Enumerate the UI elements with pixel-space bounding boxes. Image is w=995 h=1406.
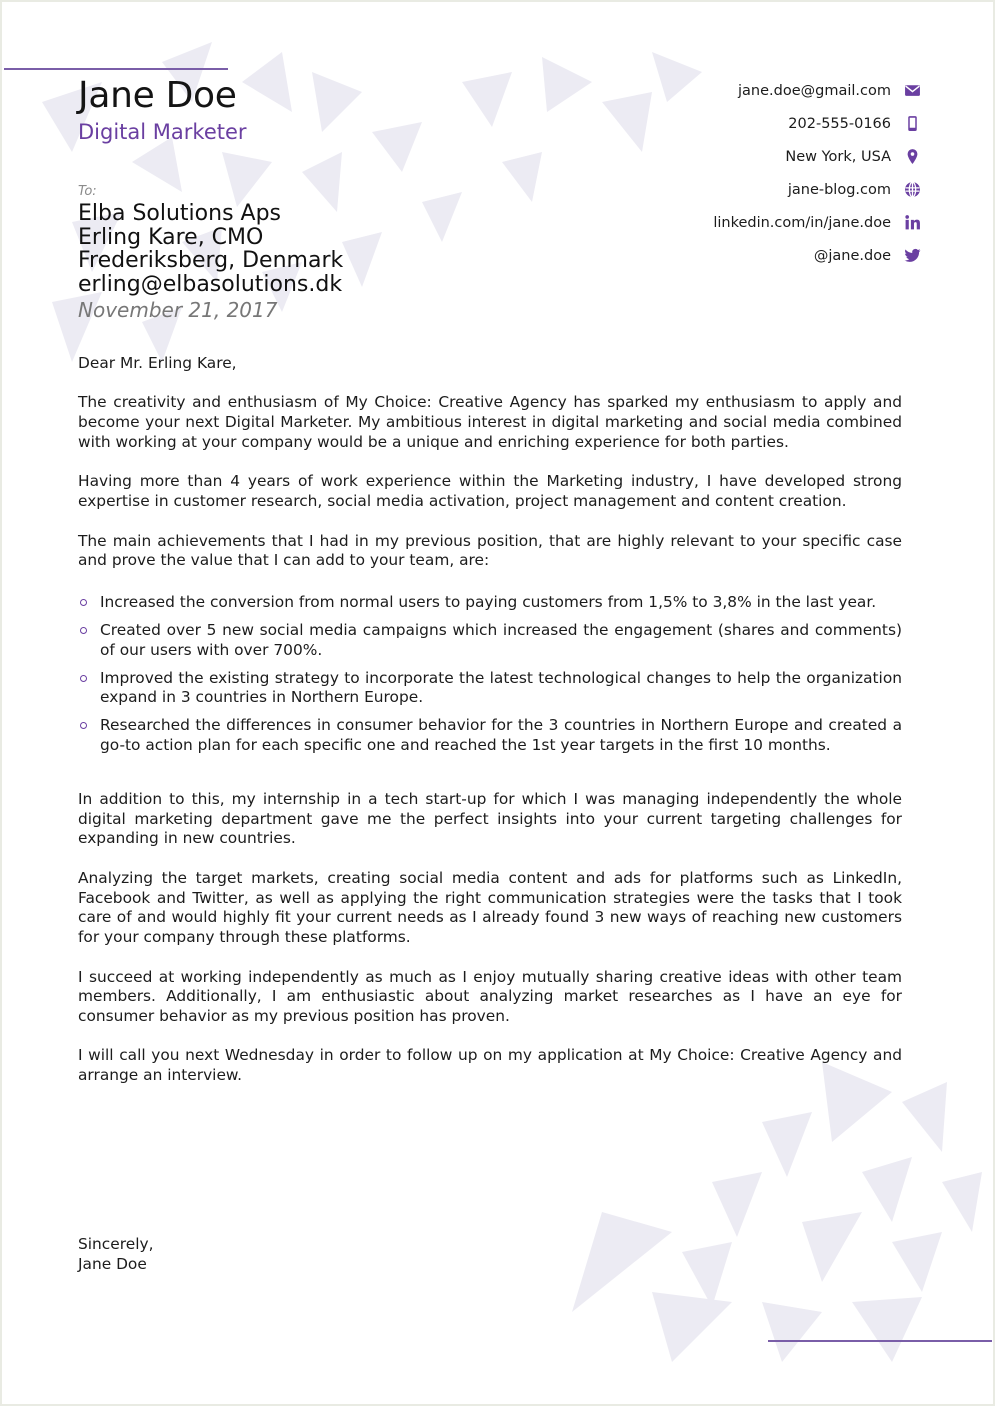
contact-twitter-text: @jane.doe [813,247,891,264]
contact-phone[interactable] [713,107,921,140]
applicant-role: Digital Marketer [78,120,247,144]
contact-website-text: jane-blog.com [787,181,891,198]
applicant-name: Jane Doe [78,75,237,116]
triangle-pattern-bottom-right [562,1062,992,1382]
contact-email[interactable] [713,74,921,107]
twitter-icon [899,247,921,264]
accent-rule-top [4,68,228,70]
bullet-circle-icon [80,599,87,606]
phone-icon [899,115,921,132]
list-item [78,669,902,709]
paragraph: Analyzing the target markets, creating social media content and ads for platforms such as LinkedIn, Facebook and Twitter, as well as applying the right communication strategies were the tasks that I took care of and would highly fit your current needs as I already found 3 new ways of reaching new customers for your company through these platforms. [78,868,902,947]
salutation: Dear Mr. Erling Kare, [78,354,237,372]
contact-twitter[interactable] [713,239,921,272]
list-item [78,593,902,613]
list-item [78,716,902,756]
contact-website[interactable] [713,173,921,206]
globe-icon [899,181,921,198]
contact-location [713,140,921,173]
letter-body [78,354,902,1106]
paragraph: The creativity and enthusiasm of My Choice: Creative Agency has sparked my enthusiasm to apply and become your next Digital Marketer. My ambitious interest in digital marketing and social media combined with working at your company would be a unique and enriching experience for both parties. [78,393,902,451]
contact-phone-text: 202-555-0166 [788,115,891,132]
contact-linkedin-text: linkedin.com/in/jane.doe [713,214,891,231]
recipient-location: Frederiksberg, Denmark [78,248,344,273]
recipient-block [78,202,343,296]
bullet-circle-icon [80,722,87,729]
contact-linkedin[interactable] [713,206,921,239]
paragraph: The main achievements that I had in my previous position, that are highly relevant to your specific case and prove the value that I can add to your team, are: [78,531,902,570]
list-item-text: Created over 5 new social media campaigns which increased the engagement (shares and comments) of our users with over 700%. [100,620,902,659]
location-pin-icon [899,148,921,165]
list-item-text: Researched the differences in consumer behavior for the 3 countries in Northern Europe and created a go-to action plan for each specific one and reached the 1st year targets in the first 10 months. [100,716,902,754]
linkedin-icon [899,214,921,231]
accent-rule-bottom [768,1340,992,1342]
closing: Sincerely, [78,1235,154,1253]
list-item [78,621,902,661]
contact-email-text: jane.doe@gmail.com [738,82,891,99]
paragraph: Having more than 4 years of work experience within the Marketing industry, I have developed strong expertise in customer research, social media activation, project management and content creation. [78,472,902,511]
recipient-to-label: To: [78,184,97,199]
bullet-circle-icon [80,675,87,682]
contact-location-text: New York, USA [785,148,891,165]
recipient-person: Erling Kare, CMO [78,224,264,250]
list-item-text: Increased the conversion from normal users to paying customers from 1,5% to 3,8% in the last year. [100,593,877,612]
paragraph: I succeed at working independently as much as I enjoy mutually sharing creative ideas with other team members. Additionally, I am enthusiastic about analyzing market researches as I have an eye for consumer behavior as my previous position has proven. [78,967,902,1026]
letter-page [2,2,993,1404]
recipient-company: Elba Solutions Aps [78,201,282,226]
paragraph: I will call you next Wednesday in order to follow up on my application at My Choice: Creative Agency and arrange an interview. [78,1046,902,1085]
signature: Jane Doe [78,1255,147,1273]
recipient-email: erling@elbasolutions.dk [78,271,343,297]
letter-date: November 21, 2017 [78,298,278,322]
list-item-text: Improved the existing strategy to incorporate the latest technological changes to help the organization expand in 3 countries in Northern Europe. [100,668,902,707]
paragraph: In addition to this, my internship in a tech start-up for which I was managing independently the whole digital marketing department gave me the perfect insights into your current targeting challenges for expanding in new countries. [78,789,902,848]
envelope-icon [899,82,921,99]
signoff-block [78,1234,153,1274]
achievements-list [78,593,902,756]
bullet-circle-icon [80,627,87,634]
contact-list [713,74,921,272]
